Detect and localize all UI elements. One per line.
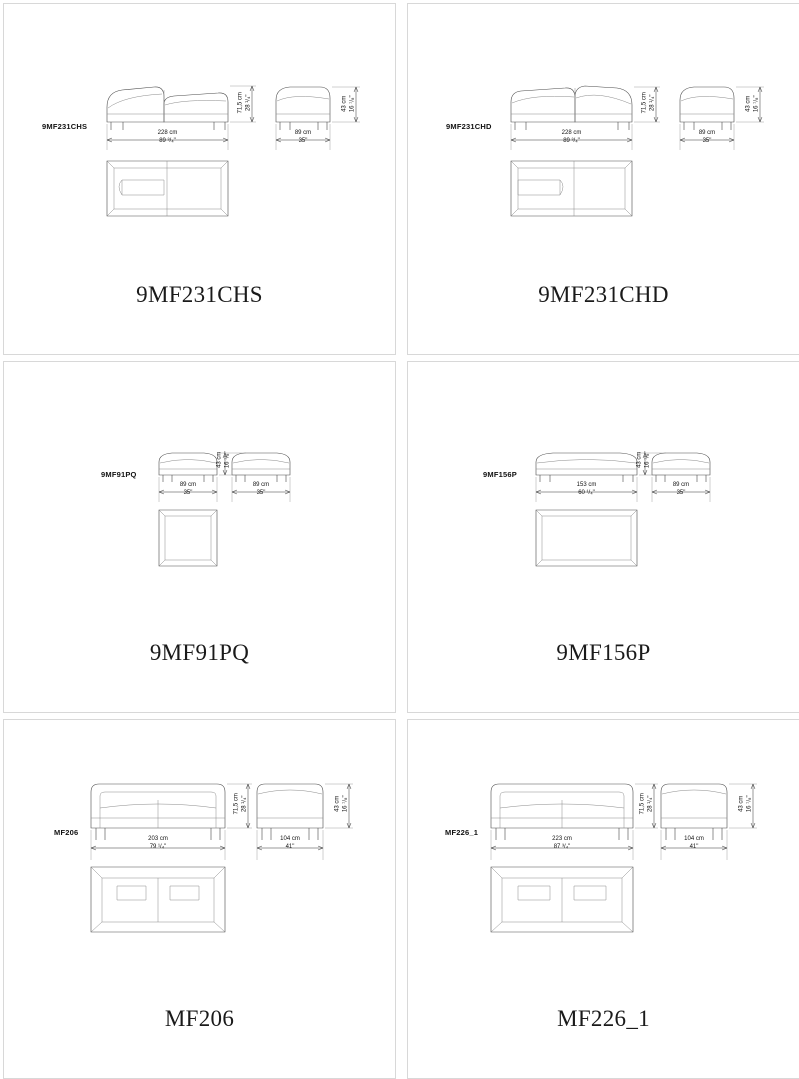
side-height-metric: 43 cm bbox=[738, 795, 745, 812]
side-height-imperial: 16 ⁷/₈" bbox=[349, 95, 356, 113]
technical-drawing-mf226-1 bbox=[408, 720, 799, 1031]
code-label: 9MF231CHD bbox=[446, 122, 492, 131]
side-height-metric: 43 cm bbox=[216, 451, 223, 468]
front-height-metric: 71,5 cm bbox=[639, 793, 646, 815]
front-height-imperial: 28 ¹/₄" bbox=[241, 795, 248, 813]
side-height-metric: 43 cm bbox=[334, 795, 341, 812]
front-width-metric: 203 cm bbox=[148, 836, 168, 842]
side-height-metric: 43 cm bbox=[636, 451, 643, 468]
front-height-metric: 71,5 cm bbox=[237, 92, 244, 114]
side-width-metric: 104 cm bbox=[280, 836, 300, 842]
front-height-metric: 71,5 cm bbox=[233, 793, 240, 815]
product-cell-9mf156p bbox=[407, 361, 799, 713]
side-width-metric: 104 cm bbox=[684, 836, 704, 842]
side-width-imperial: 35" bbox=[676, 490, 686, 496]
product-cell-9mf91pq bbox=[3, 361, 396, 713]
side-height-metric: 43 cm bbox=[745, 95, 752, 112]
technical-drawing-9mf231chd bbox=[408, 4, 799, 307]
side-height-imperial: 16 ⁷/₈" bbox=[224, 451, 231, 469]
code-label: 9MF156P bbox=[483, 470, 517, 479]
front-width-metric: 153 cm bbox=[576, 482, 597, 488]
product-caption: 9MF91PQ bbox=[149, 640, 250, 665]
side-width-metric: 89 cm bbox=[252, 482, 270, 488]
side-width-imperial: 41" bbox=[689, 844, 699, 850]
product-caption: MF206 bbox=[164, 1006, 235, 1031]
product-cell-mf206 bbox=[3, 719, 396, 1079]
front-width-metric: 228 cm bbox=[157, 130, 178, 136]
front-width-imperial: 87 ³/₄" bbox=[553, 844, 571, 850]
side-height-imperial: 16 ⁷/₈" bbox=[753, 95, 760, 113]
code-label: 9MF231CHS bbox=[42, 122, 88, 131]
side-width-imperial: 35" bbox=[702, 138, 712, 144]
side-height-imperial: 16 ⁷/₈" bbox=[644, 451, 651, 469]
side-width-imperial: 35" bbox=[256, 490, 266, 496]
front-width-imperial: 89 ³/₄" bbox=[159, 138, 176, 144]
technical-drawing-9mf156p bbox=[408, 362, 799, 665]
code-label: 9MF91PQ bbox=[101, 470, 137, 479]
product-caption: 9MF231CHD bbox=[538, 282, 669, 307]
front-height-imperial: 28 ¹/₄" bbox=[245, 94, 252, 112]
front-width-imperial: 60 ¹/₄" bbox=[578, 490, 595, 496]
side-width-metric: 89 cm bbox=[294, 130, 312, 136]
side-width-imperial: 41" bbox=[285, 844, 295, 850]
front-width-imperial: 35" bbox=[183, 490, 193, 496]
side-height-metric: 43 cm bbox=[341, 95, 348, 112]
side-height-imperial: 16 ⁷/₈" bbox=[342, 795, 349, 813]
side-width-metric: 89 cm bbox=[672, 482, 690, 488]
side-width-imperial: 35" bbox=[298, 138, 308, 144]
product-cell-9mf231chd bbox=[407, 3, 799, 355]
front-height-imperial: 28 ¹/₄" bbox=[647, 795, 654, 813]
front-width-imperial: 89 ³/₄" bbox=[563, 138, 580, 144]
front-width-metric: 89 cm bbox=[179, 482, 197, 488]
product-caption: 9MF156P bbox=[556, 640, 651, 665]
front-width-metric: 228 cm bbox=[561, 130, 582, 136]
front-width-metric: 223 cm bbox=[552, 836, 572, 842]
code-label: MF206 bbox=[54, 828, 79, 837]
code-label: MF226_1 bbox=[445, 828, 479, 837]
product-cell-mf226-1 bbox=[407, 719, 799, 1079]
product-cell-9mf231chs bbox=[3, 3, 396, 355]
product-caption: 9MF231CHS bbox=[136, 282, 263, 307]
front-width-imperial: 79 ¹/₄" bbox=[149, 844, 167, 850]
technical-drawing-mf206 bbox=[4, 720, 395, 1031]
side-height-imperial: 16 ⁷/₈" bbox=[746, 795, 753, 813]
front-height-metric: 71,5 cm bbox=[641, 92, 648, 114]
product-caption: MF226_1 bbox=[557, 1006, 650, 1031]
technical-drawing-9mf231chs bbox=[4, 4, 395, 307]
technical-drawing-9mf91pq bbox=[4, 362, 395, 665]
front-height-imperial: 28 ¹/₄" bbox=[649, 94, 656, 112]
side-width-metric: 89 cm bbox=[698, 130, 716, 136]
